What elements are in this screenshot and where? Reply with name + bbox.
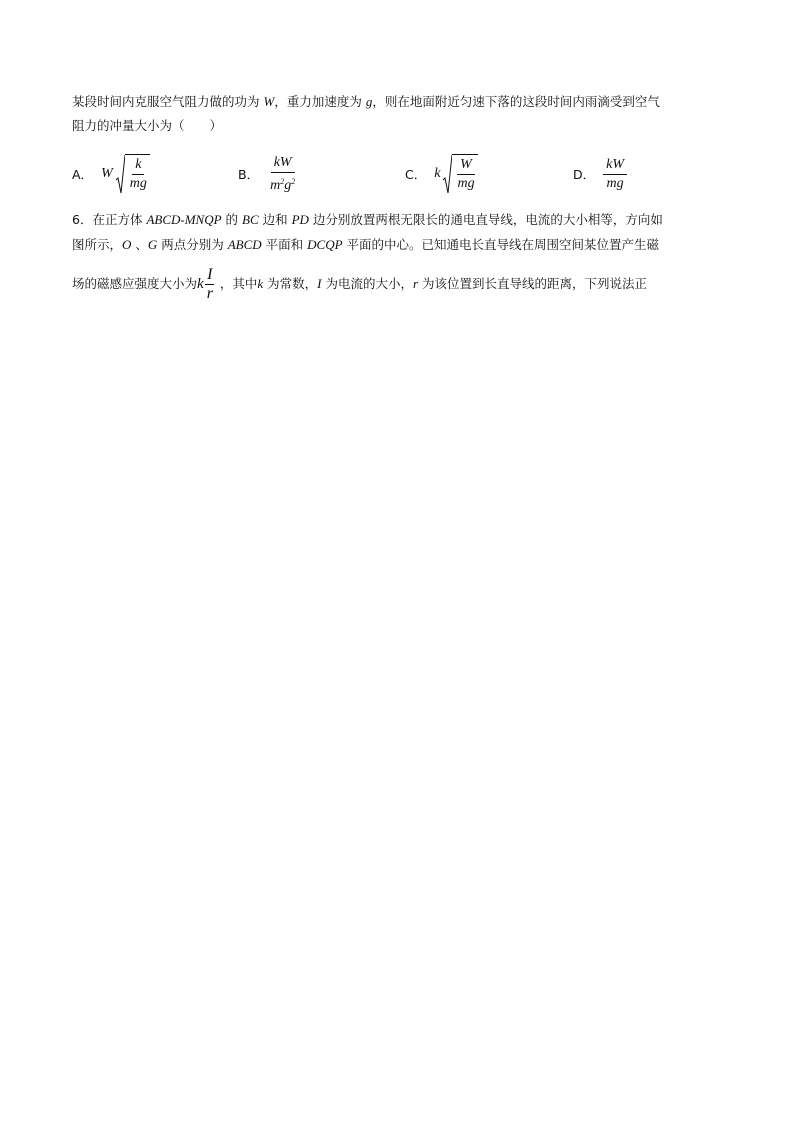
den-exponent: 2: [280, 176, 285, 186]
option-fraction: [603, 157, 627, 192]
den-base: m: [270, 177, 281, 193]
q6-text: ，其中: [215, 276, 258, 291]
option-c[interactable]: [405, 150, 478, 198]
q6-text: 两点分别为: [157, 237, 228, 252]
var-i: I: [317, 276, 322, 291]
option-label: A．: [72, 167, 94, 182]
option-coef: W: [101, 166, 113, 181]
fraction-numerator: W: [457, 157, 475, 175]
option-label: D．: [573, 167, 596, 182]
option-fraction: [127, 157, 150, 192]
fraction-numerator: kW: [603, 157, 627, 175]
sqrt-sign: [115, 154, 150, 194]
q5-line-1: [72, 93, 732, 111]
q6-text: 平面和: [261, 237, 308, 252]
q6-text: 的: [221, 212, 242, 227]
fraction-denominator: mg: [606, 175, 624, 191]
fraction-denominator: mg: [457, 176, 475, 191]
q6-line-2: [72, 236, 732, 254]
option-d[interactable]: [573, 150, 627, 198]
var-bc: BC: [242, 212, 259, 227]
q6-text: 平面的中心。已知通电长直导线在周围空间某位置产生磁: [342, 237, 660, 252]
fraction-denominator: [267, 173, 298, 194]
var-w: W: [263, 94, 275, 109]
fraction-numerator: kW: [271, 155, 295, 173]
q5-text: ，则在地面附近匀速下落的这段时间内雨滴受到空气: [372, 94, 660, 109]
var-o: O: [122, 237, 132, 252]
q6-text: 、: [131, 237, 148, 252]
option-a[interactable]: [72, 150, 150, 198]
q5-text: ，重力加速度为: [274, 94, 366, 109]
var-g: G: [147, 237, 158, 252]
fraction-denominator: r: [206, 285, 213, 302]
q6-text: 为常数，: [263, 276, 318, 291]
option-b[interactable]: [238, 150, 298, 198]
q6-line-3: [72, 264, 732, 304]
option-label: C．: [405, 167, 427, 182]
i-over-r-fraction: [205, 266, 215, 303]
q5-text: 阻力的冲量大小为（ ）: [72, 118, 223, 133]
var-pd: PD: [291, 212, 309, 227]
den-base: g: [284, 177, 292, 193]
fraction-denominator: mg: [129, 176, 147, 191]
q6-text: 图所示，: [72, 237, 123, 252]
fraction-numerator: I: [207, 266, 213, 283]
fraction-numerator: k: [132, 157, 144, 175]
q6-text: 在正方体: [92, 212, 147, 227]
var-r: r: [413, 276, 419, 291]
q6-text: 边分别放置两根无限长的通电直导线，电流的大小相等，方向如: [308, 212, 663, 227]
q6-line-1: [72, 211, 732, 229]
q5-text: 某段时间内克服空气阻力做的功为: [72, 94, 264, 109]
var-dcqp: DCQP: [307, 237, 343, 252]
q6-text: 为该位置到长直导线的距离，下列说法正: [418, 276, 648, 291]
question-number: 6．: [72, 212, 93, 227]
var-k: k: [197, 276, 204, 292]
option-fraction: [267, 155, 298, 194]
q6-text: 场的磁感应强度大小为: [72, 276, 198, 291]
var-g: g: [365, 94, 373, 109]
option-label: B．: [238, 167, 260, 182]
option-fraction: [454, 157, 477, 192]
q6-text: 为电流的大小，: [321, 276, 413, 291]
q5-line-2: [72, 117, 732, 135]
sqrt-sign: [442, 154, 477, 194]
option-coef: k: [434, 166, 441, 181]
var-k: k: [257, 276, 264, 291]
var-abcd: ABCD: [227, 237, 262, 252]
var-cube: ABCD-MNQP: [146, 212, 222, 227]
den-exponent: 2: [291, 176, 296, 186]
q6-text: 边和: [258, 212, 292, 227]
